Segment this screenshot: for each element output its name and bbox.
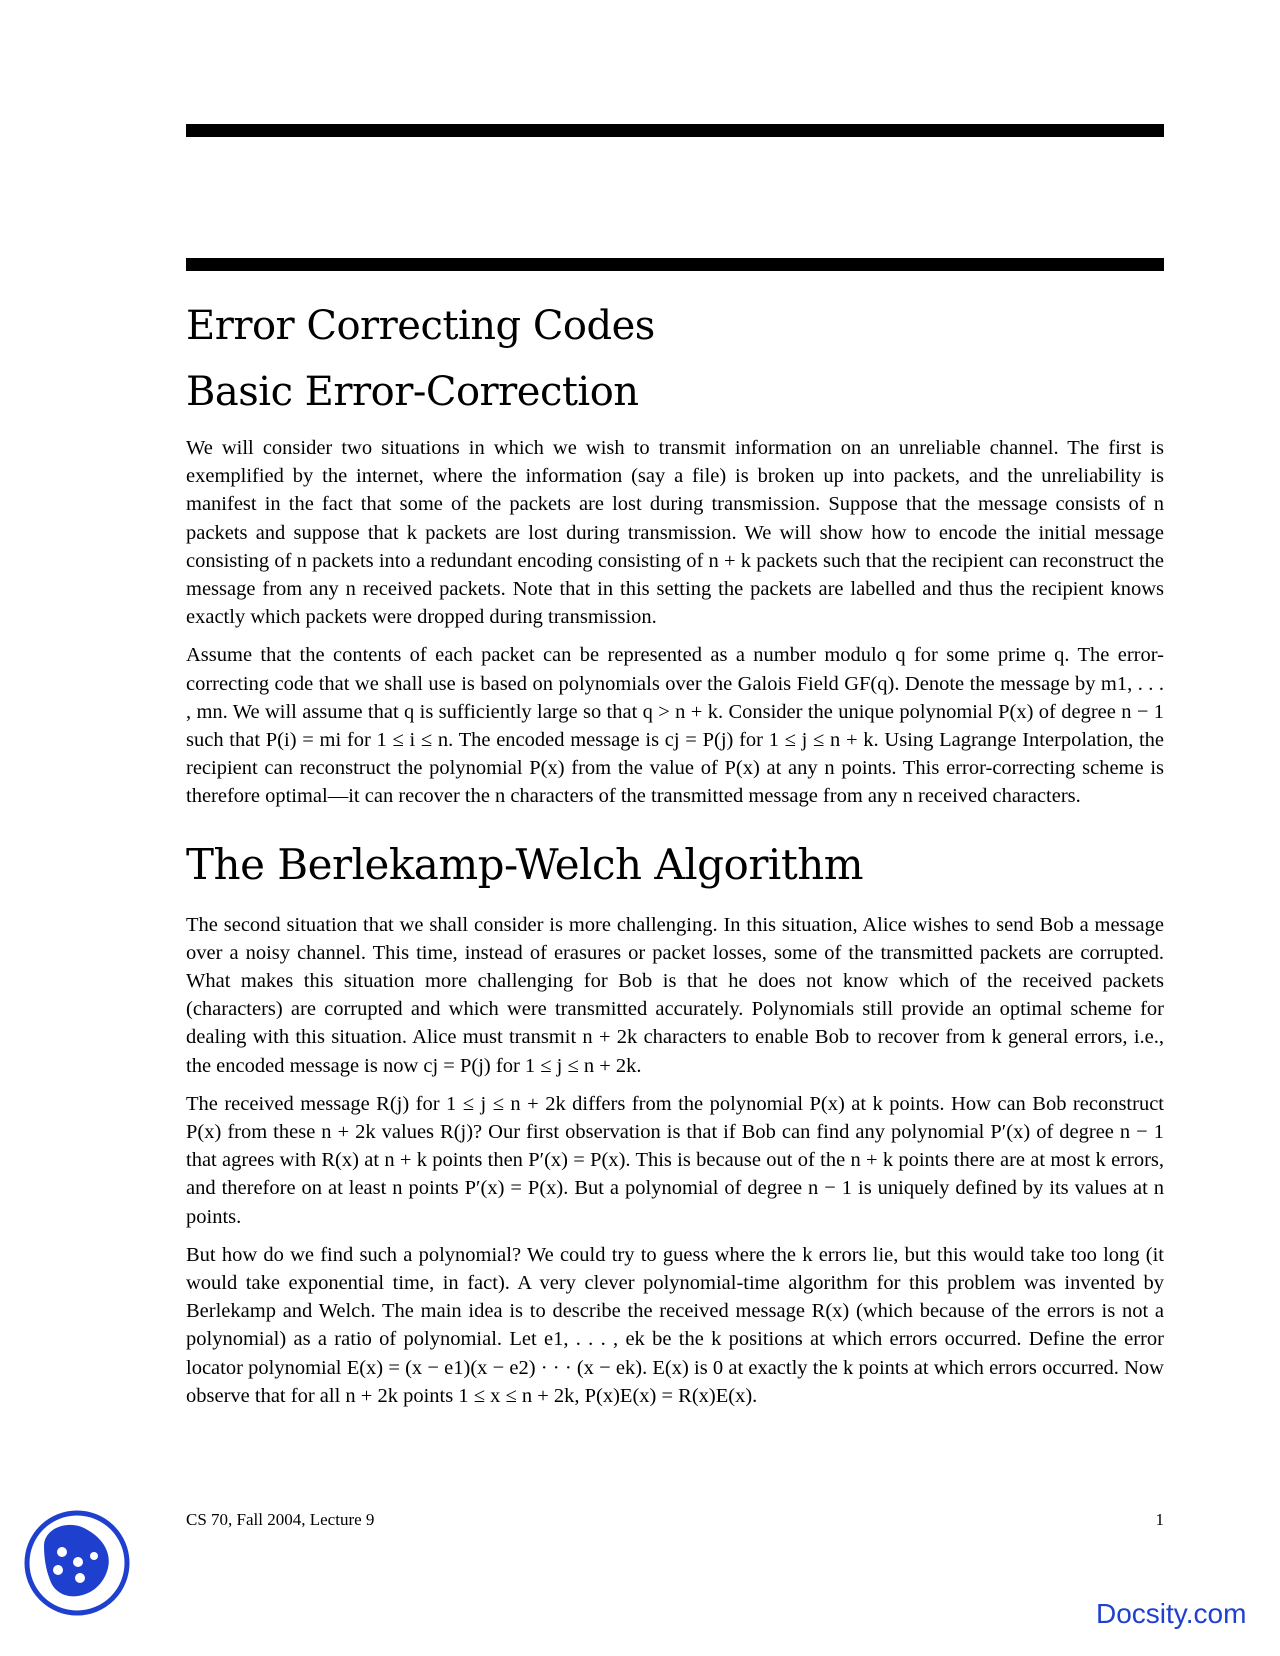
paragraph-intro-2: Assume that the contents of each packet can be represented as a number modulo q for some prime q. The error-correcting code that we shall use is based on polynomials over the Galois Field GF(q). Denote the message by m1, . . . , mn. We will assume that q is sufficiently large so that q > n + k. Consider the unique polynomial P(x) of degree n − 1 such that P(i) = mi for 1 ≤ i ≤ n. The encoded message is cj = P(j) for 1 ≤ j ≤ n + k. Using Lagrange Interpolation, the recipient can reconstruct the polynomial P(x) from the value of P(x) at any n points. This error-correcting scheme is therefore optimal—it can recover the n characters of the transmitted message from any n received characters.: [186, 644, 1164, 808]
logo-dot: [57, 1547, 67, 1557]
top-rule: [186, 124, 1164, 137]
logo-dot: [53, 1565, 63, 1575]
paragraph-section-1: The second situation that we shall consider is more challenging. In this situation, Alice wishes to send Bob a message over a noisy channel. This time, instead of erasures or packet losses, some of the transmitted packets are corrupted. What makes this situation more challenging for Bob is that he does not know which of the received packets (characters) are corrupted and which were transmitted accurately. Polynomials still provide an optimal scheme for dealing with this situation. Alice must transmit n + 2k characters to enable Bob to recover from k general errors, i.e., the encoded message is now cj = P(j) for 1 ≤ j ≤ n + 2k.: [186, 913, 1164, 1077]
paragraph-section-3: But how do we find such a polynomial? We could try to guess where the k errors lie, but this would take too long (it would take exponential time, in fact). A very clever polynomial-time algorithm for this problem was invented by Berlekamp and Welch. The main idea is to describe the received message R(x) (which because of the errors is not a polynomial) as a ratio of polynomial. Let e1, . . . , ek be the k positions at which errors occurred. Define the error locator polynomial E(x) = (x − e1)(x − e2) · · · (x − ek). E(x) is 0 at exactly the k points at which errors occurred. Now observe that for all n + 2k points 1 ≤ x ≤ n + 2k, P(x)E(x) = R(x)E(x).: [186, 1243, 1164, 1407]
footer-course-info: CS 70, Fall 2004, Lecture 9: [186, 1510, 375, 1529]
page-subtitle: Basic Error-Correction: [186, 369, 639, 415]
section-title: The Berlekamp-Welch Algorithm: [186, 839, 864, 889]
docsity-watermark[interactable]: Docsity.com: [1096, 1598, 1247, 1629]
page-content: [186, 296, 1164, 1420]
bottom-rule: [186, 258, 1164, 271]
logo-dot: [90, 1552, 98, 1560]
footer-page-number: 1: [1155, 1510, 1164, 1529]
docsity-logo-icon: [22, 1508, 132, 1618]
paragraph-intro-1: We will consider two situations in which we wish to transmit information on an unreliable channel. The first is exemplified by the internet, where the information (say a file) is broken up into packets, and the unreliability is manifest in the fact that some of the packets are lost during transmission. Suppose that the message consists of n packets and suppose that k packets are lost during transmission. We will show how to encode the initial message consisting of n packets into a redundant encoding consisting of n + k packets such that the recipient can reconstruct the message from any n received packets. Note that in this setting the packets are labelled and thus the recipient knows exactly which packets were dropped during transmission.: [186, 437, 1164, 629]
page-title: Error Correcting Codes: [186, 303, 655, 349]
logo-dot: [73, 1557, 83, 1567]
paragraph-section-2: The received message R(j) for 1 ≤ j ≤ n + 2k differs from the polynomial P(x) at k points. How can Bob reconstruct P(x) from these n + 2k values R(j)? Our first observation is that if Bob can find any polynomial P′(x) of degree n − 1 that agrees with R(x) at n + k points then P′(x) = P(x). This is because out of the n + k points there are at most k errors, and therefore on at least n points P′(x) = P(x). But a polynomial of degree n − 1 is uniquely defined by its values at n points.: [186, 1092, 1164, 1228]
logo-dot: [75, 1573, 85, 1583]
